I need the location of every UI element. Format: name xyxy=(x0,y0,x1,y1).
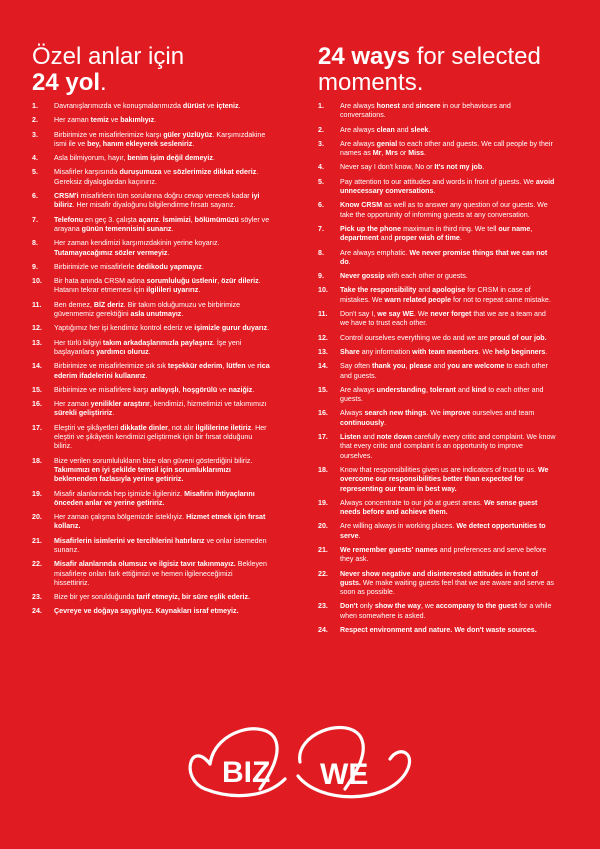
turkish-item-number: 11. xyxy=(32,300,42,309)
turkish-item xyxy=(32,457,270,485)
english-item-text: Are always emphatic. We never promise things that we can not do. xyxy=(340,248,548,266)
english-item-text: Never say I don't know, No or It's not my job. xyxy=(340,163,485,172)
english-item-number: 10. xyxy=(318,286,328,295)
english-title: 24 ways for selected moments. xyxy=(318,44,556,96)
english-item xyxy=(318,626,556,635)
turkish-item-number: 10. xyxy=(32,277,42,286)
turkish-item-number: 20. xyxy=(32,513,42,522)
english-item xyxy=(318,386,556,405)
english-item xyxy=(318,570,556,598)
english-item xyxy=(318,178,556,197)
turkish-item-text: Bize verilen sorumlulukların bize olan güveni gösterdiğini biliriz. Takımımızı en iyi şekilde temsil için sorumluklarımızı beklenenden fazlasıyla yerine getiririz. xyxy=(54,456,253,484)
turkish-item-text: Her zaman kendimizi karşımızdakinin yerine koyarız. Tutamayacağımız sözler vermeyiz. xyxy=(54,239,220,257)
english-item-number: 20. xyxy=(318,522,328,531)
biz-we-logo-graphic xyxy=(170,704,430,814)
turkish-item xyxy=(32,324,270,333)
turkish-item xyxy=(32,386,270,395)
english-column xyxy=(318,44,556,640)
turkish-item xyxy=(32,560,270,588)
english-item-number: 5. xyxy=(318,177,324,186)
english-item-text: Control ourselves everything we do and we are proud of our job. xyxy=(340,333,547,342)
turkish-item-text: Her zaman temiz ve bakımlıyız. xyxy=(54,116,157,125)
turkish-item-number: 16. xyxy=(32,400,42,409)
turkish-item-number: 18. xyxy=(32,456,42,465)
turkish-item-number: 22. xyxy=(32,560,42,569)
english-item-text: Don't say I, we say WE. We never forget that we are a team and we have to trust each other. xyxy=(340,310,546,328)
english-item xyxy=(318,140,556,159)
turkish-item xyxy=(32,239,270,258)
turkish-item xyxy=(32,154,270,163)
turkish-item-text: Misafirlerin isimlerini ve tercihlerini hatırlarız ve onlar istemeden sunarız. xyxy=(54,536,267,554)
english-list xyxy=(318,102,556,635)
turkish-item-text: Ben demez, BİZ deriz. Bir takım olduğumuzu ve birbirimize güvenmemiz gerektiğini asla unutmayız. xyxy=(54,300,241,319)
turkish-item-number: 13. xyxy=(32,338,42,347)
english-item-text: Are always clean and sleek. xyxy=(340,125,431,134)
turkish-item-number: 23. xyxy=(32,593,42,602)
english-item-number: 23. xyxy=(318,602,328,611)
english-item-number: 12. xyxy=(318,333,328,342)
turkish-list xyxy=(32,102,270,617)
english-item-number: 6. xyxy=(318,201,324,210)
turkish-item-text: Birbirimize ve misafirlerimize sık sık teşekkür ederim, lütfen ve rica ederim ifadelerini kullanırız. xyxy=(54,362,270,380)
english-item-text: Respect environment and nature. We don't waste sources. xyxy=(340,626,537,635)
english-item-number: 17. xyxy=(318,433,328,442)
turkish-title-bold: 24 yol xyxy=(32,69,101,96)
english-item-number: 3. xyxy=(318,139,324,148)
turkish-item-number: 21. xyxy=(32,536,42,545)
turkish-item-text: Birbirimize ve misafirlere karşı anlayışlı, hoşgörülü ve naziğiz. xyxy=(54,385,255,394)
english-item-number: 16. xyxy=(318,409,328,418)
english-item-text: Say often thank you, please and you are welcome to each other and guests. xyxy=(340,362,548,380)
english-item-number: 15. xyxy=(318,385,328,394)
turkish-item xyxy=(32,192,270,211)
turkish-item-text: Bir hata anında CRSM adına sorumluluğu üstlenir, özür dileriz. Hatanın tekrar etmemesi için ilgilileri uyarırız. xyxy=(54,277,261,295)
english-item xyxy=(318,362,556,381)
english-item-number: 19. xyxy=(318,498,328,507)
turkish-item-number: 2. xyxy=(32,116,38,125)
turkish-item xyxy=(32,168,270,187)
english-item-text: Don't only show the way, we accompany to the guest for a while when somewhere is asked. xyxy=(340,602,552,620)
english-item-text: Always search new things. We improve ourselves and team continuously. xyxy=(340,409,535,427)
english-item-number: 1. xyxy=(318,102,324,110)
english-item-number: 11. xyxy=(318,310,328,319)
turkish-item-number: 3. xyxy=(32,130,38,139)
english-item-text: Always concentrate to our job at guest areas. We sense guest needs before and achieve them. xyxy=(340,498,538,517)
english-item-number: 14. xyxy=(318,362,328,371)
english-item xyxy=(318,163,556,172)
english-item-text: Know CRSM as well as to answer any question of our guests. We take the opportunity of informing guests at any conversation. xyxy=(340,201,548,219)
english-item-text: We remember guests' names and preferences and serve before they ask. xyxy=(340,545,547,564)
english-item xyxy=(318,286,556,305)
turkish-title: Özel anlar için 24 yol. xyxy=(32,44,270,96)
english-item-number: 9. xyxy=(318,272,324,281)
turkish-item xyxy=(32,513,270,532)
english-item-number: 4. xyxy=(318,163,324,172)
turkish-item-number: 6. xyxy=(32,192,38,201)
logo-biz-text: BIZ xyxy=(222,756,271,789)
turkish-item-text: Birbirimize ve misafirlerimize karşı güler yüzlüyüz. Karşımızdakine ismi ile ve bey, hanım ekleyerek sesleniriz. xyxy=(54,130,266,148)
english-item xyxy=(318,466,556,494)
english-item-text: Are always understanding, tolerant and kind to each other and guests. xyxy=(340,385,544,404)
english-item xyxy=(318,409,556,428)
english-item xyxy=(318,249,556,268)
english-item xyxy=(318,602,556,621)
turkish-item-text: Telefonu en geç 3. çalışta açarız. İsmimizi, bölümümüzü söyler ve arayana günün temennisini sunarız. xyxy=(54,215,270,233)
turkish-item xyxy=(32,216,270,235)
english-item-text: Are willing always in working places. We detect opportunities to serve. xyxy=(340,522,546,540)
turkish-item xyxy=(32,490,270,509)
turkish-item xyxy=(32,607,270,616)
english-item-text: Take the responsibility and apologise for CRSM in case of mistakes. We warn related people for not to repeat same mistake. xyxy=(340,286,551,304)
english-item-text: Never show negative and disinterested attitudes in front of gusts. We make waiting guests feel that we are aware and serve as soon as possible. xyxy=(340,569,554,597)
english-item-number: 13. xyxy=(318,347,328,356)
turkish-item-text: Asla bilmiyorum, hayır, benim işim değil demeyiz. xyxy=(54,154,215,163)
turkish-item-number: 1. xyxy=(32,102,38,110)
english-item-number: 2. xyxy=(318,125,324,134)
english-item xyxy=(318,126,556,135)
english-item xyxy=(318,433,556,461)
turkish-item-text: Birbirimizle ve misafirlerle dedikodu yapmayız. xyxy=(54,262,204,271)
turkish-item-text: Her türlü bilgiyi takım arkadaşlarımızla paylaşırız. İşe yeni başlayanlara yardımcı oluruz. xyxy=(54,338,242,356)
turkish-item-text: CRSM'i misafirlerin tüm sorularına doğru cevap verecek kadar iyi biliriz. Her misafir diyaloğunu bilgilendirme fırsatı sayarız. xyxy=(54,192,260,210)
english-item-text: Listen and note down carefully every critic and complaint. We know that every critic and complaint is an opportunity to improve ourselves. xyxy=(340,433,556,460)
turkish-item-text: Eleştiri ve şikâyetleri dikkatle dinler, not alır ilgililerine iletiriz. Her eleştiri ve şikâyetin kendimizi geliştirmek için bir fırsat olduğunu biliriz. xyxy=(54,423,267,451)
english-item-text: Pay attention to our attitudes and words in front of guests. We avoid unnecessary conversations. xyxy=(340,177,555,196)
turkish-item xyxy=(32,301,270,320)
turkish-item xyxy=(32,362,270,381)
english-title-bold: 24 ways xyxy=(318,43,411,70)
turkish-item-text: Çevreye ve doğaya saygılıyız. Kaynakları israf etmeyiz. xyxy=(54,607,239,616)
turkish-item-text: Misafir alanlarında hep işimizle ilgileniriz. Misafirin ihtiyaçlarını önceden anlar ve yerine getiririz. xyxy=(54,489,255,507)
english-item xyxy=(318,522,556,541)
logo-we-text: WE xyxy=(320,758,369,791)
turkish-item xyxy=(32,400,270,419)
turkish-item-text: Bize bir yer sorulduğunda tarif etmeyiz, bir süre eşlik ederiz. xyxy=(54,593,250,602)
turkish-item-number: 15. xyxy=(32,385,42,394)
english-title-line2: moments. xyxy=(318,69,424,96)
turkish-item-text: Her zaman çalışma bölgemizde isteklıyiz. Hizmet etmek için fırsat kollarız. xyxy=(54,513,266,531)
english-item-text: Are always genial to each other and guests. We call people by their names as Mr, Mrs or Miss. xyxy=(340,139,553,158)
english-item xyxy=(318,102,556,121)
english-item-number: 22. xyxy=(318,569,328,578)
turkish-item-text: Misafirler karşısında duruşumuza ve sözlerimize dikkat ederiz. Gereksiz diyaloglardan kaçınırız. xyxy=(54,168,259,186)
english-item xyxy=(318,225,556,244)
english-item-text: Never gossip with each other or guests. xyxy=(340,272,468,281)
english-item-text: Know that responsibilities given us are indicators of trust to us. We overcome our responsibilities better than expected for representing our team in best way. xyxy=(340,465,549,493)
turkish-item-number: 7. xyxy=(32,215,38,224)
turkish-item xyxy=(32,424,270,452)
english-item-number: 7. xyxy=(318,224,324,233)
turkish-item-text: Misafir alanlarında olumsuz ve ilgisiz tavır takınmayız. Bekleyen misafirlere onları fark ettiğimizi ve hemen ilgileneceğimizi hissettiririz. xyxy=(54,560,267,587)
turkish-item xyxy=(32,537,270,556)
turkish-item-number: 19. xyxy=(32,489,42,498)
english-item xyxy=(318,334,556,343)
turkish-item xyxy=(32,593,270,602)
turkish-column xyxy=(32,44,270,622)
turkish-item xyxy=(32,277,270,296)
english-item-text: Are always honest and sincere in our behaviours and conversations. xyxy=(340,102,511,120)
turkish-item-number: 24. xyxy=(32,607,42,616)
english-item-text: Pick up the phone maximum in third ring. We tell our name, department and proper wish of time. xyxy=(340,224,533,243)
english-item-text: Share any information with team members. We help beginners. xyxy=(340,347,548,356)
turkish-item-number: 14. xyxy=(32,362,42,371)
english-item-number: 24. xyxy=(318,626,328,635)
turkish-item-text: Yaptığımız her işi kendimiz kontrol ederiz ve işimizle gurur duyarız. xyxy=(54,324,270,333)
english-item-number: 18. xyxy=(318,465,328,474)
turkish-item-number: 12. xyxy=(32,324,42,333)
english-item xyxy=(318,348,556,357)
english-item-number: 21. xyxy=(318,545,328,554)
english-item xyxy=(318,310,556,329)
turkish-item-number: 8. xyxy=(32,239,38,248)
english-item xyxy=(318,546,556,565)
english-item xyxy=(318,272,556,281)
turkish-item-number: 5. xyxy=(32,168,38,177)
english-item-number: 8. xyxy=(318,248,324,257)
turkish-item-number: 9. xyxy=(32,262,38,271)
turkish-item xyxy=(32,131,270,150)
turkish-title-line1: Özel anlar için xyxy=(32,43,185,70)
turkish-item xyxy=(32,263,270,272)
turkish-item xyxy=(32,116,270,125)
english-item xyxy=(318,499,556,518)
turkish-item-number: 4. xyxy=(32,154,38,163)
turkish-item-text: Her zaman yenilikler araştırır, kendimizi, hizmetimizi ve takımımızı sürekli geliştiririz. xyxy=(54,400,267,418)
biz-we-logo xyxy=(0,704,600,814)
turkish-item-number: 17. xyxy=(32,423,42,432)
english-item xyxy=(318,201,556,220)
turkish-item-text: Davranışlarımızda ve konuşmalarımızda dürüst ve içteniz. xyxy=(54,102,241,110)
turkish-item xyxy=(32,339,270,358)
turkish-item xyxy=(32,102,270,111)
